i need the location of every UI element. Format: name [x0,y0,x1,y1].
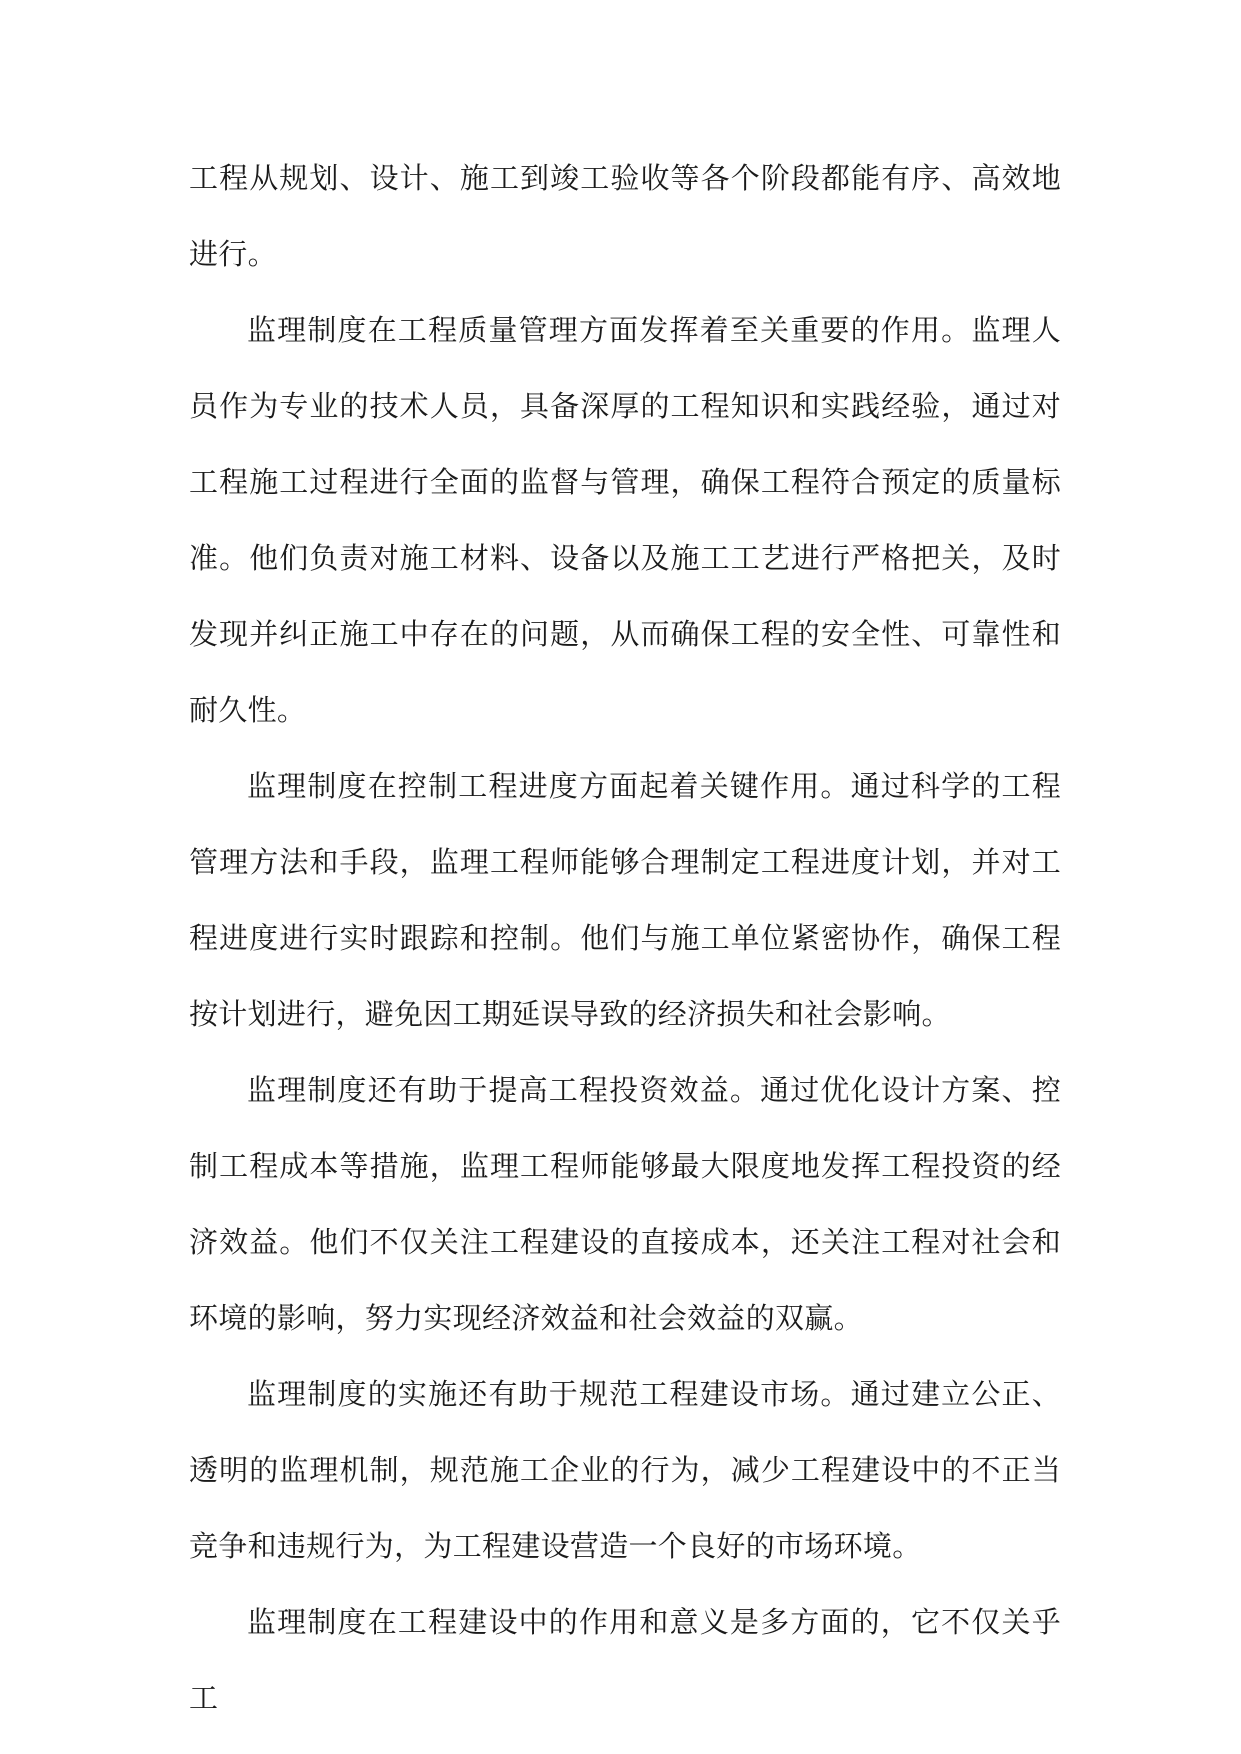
paragraph-summary: 监理制度在工程建设中的作用和意义是多方面的，它不仅关乎工 [189,1605,1061,1715]
paragraph-investment-benefit: 监理制度还有助于提高工程投资效益。通过优化设计方案、控制工程成本等措施，监理工程师能够最大限度地发挥工程投资的经济效益。他们不仅关注工程建设的直接成本，还关注工程对社会和环境的影响，努力实现经济效益和社会效益的双赢。 [189,1073,1061,1335]
paragraph-schedule-control: 监理制度在控制工程进度方面起着关键作用。通过科学的工程管理方法和手段，监理工程师能够合理制定工程进度计划，并对工程进度进行实时跟踪和控制。他们与施工单位紧密协作，确保工程按计划进行，避免因工期延误导致的经济损失和社会影响。 [189,769,1061,1031]
paragraph-quality-management: 监理制度在工程质量管理方面发挥着至关重要的作用。监理人员作为专业的技术人员，具备深厚的工程知识和实践经验，通过对工程施工过程进行全面的监督与管理，确保工程符合预定的质量标准。他们负责对施工材料、设备以及施工工艺进行严格把关，及时发现并纠正施工中存在的问题，从而确保工程的安全性、可靠性和耐久性。 [189,313,1061,727]
paragraph-market-regulation: 监理制度的实施还有助于规范工程建设市场。通过建立公正、透明的监理机制，规范施工企业的行为，减少工程建设中的不正当竞争和违规行为，为工程建设营造一个良好的市场环境。 [189,1377,1061,1563]
paragraph-continued: 工程从规划、设计、施工到竣工验收等各个阶段都能有序、高效地进行。 [189,161,1061,271]
document-body [189,140,1061,1736]
